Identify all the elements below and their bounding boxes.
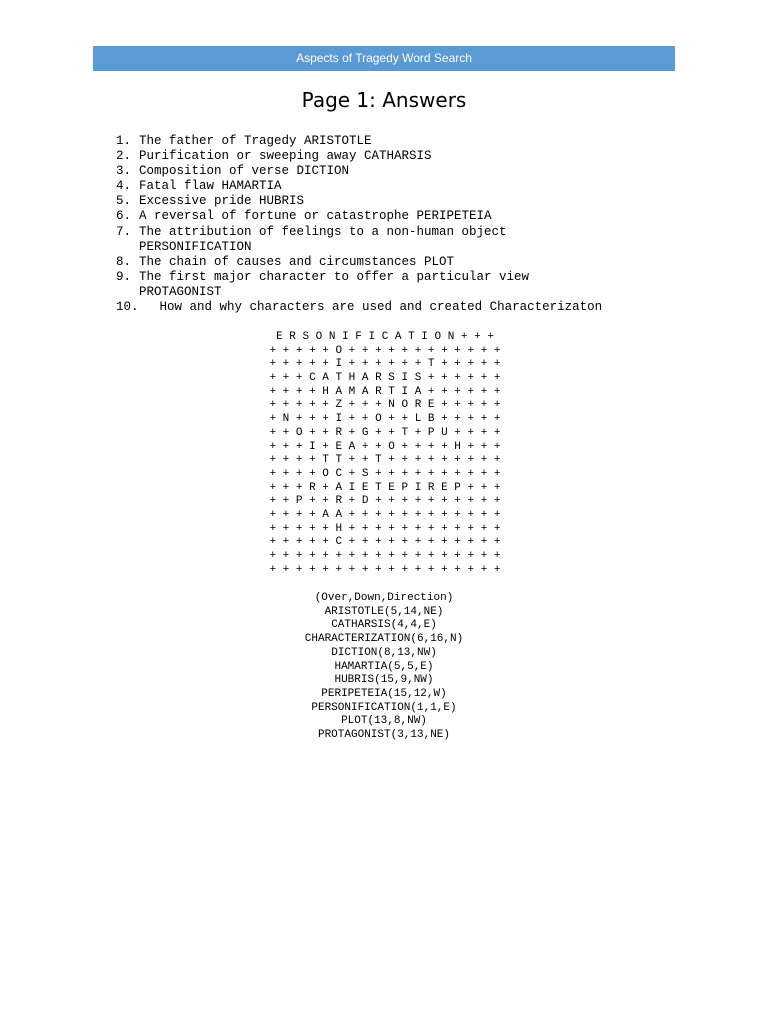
answer-key-item: PERIPETEIA(15,12,W) bbox=[321, 687, 447, 700]
question-text: The attribution of feelings to a non-human object PERSONIFICATION bbox=[139, 224, 515, 254]
question-item bbox=[116, 164, 672, 179]
grid-row: + + + + + C + + + + + + + + + + + + bbox=[269, 536, 501, 549]
answer-key-item: HUBRIS(15,9,NW) bbox=[334, 674, 434, 687]
answer-key-item: HAMARTIA(5,5,E) bbox=[334, 660, 434, 673]
question-number: 6. bbox=[116, 209, 132, 224]
question-item bbox=[116, 225, 672, 255]
grid-row: + + + + + O + + + + + + + + + + + + bbox=[269, 344, 501, 357]
grid-row: + + + + + + + + + + + + + + + + + + bbox=[269, 563, 501, 576]
question-number: 1. bbox=[116, 134, 132, 148]
answer-key bbox=[0, 592, 768, 743]
question-item bbox=[116, 149, 672, 164]
answer-key-heading: (Over,Down,Direction) bbox=[314, 592, 454, 604]
answer-key-item: DICTION(8,13,NW) bbox=[331, 646, 437, 659]
grid-row: + N + + + I + + O + + L B + + + + + bbox=[269, 413, 501, 426]
grid-row: + + + + A A + + + + + + + + + + + + bbox=[269, 508, 501, 521]
answer-key-item: CHARACTERIZATION(6,16,N) bbox=[304, 633, 464, 646]
grid-row: + + + + T T + + T + + + + + + + + + bbox=[269, 454, 501, 467]
question-number: 7. bbox=[116, 224, 132, 239]
question-text: How and why characters are used and created Characterizaton bbox=[152, 300, 603, 315]
grid-row: + + + + + H + + + + + + + + + + + + bbox=[269, 522, 501, 535]
question-number: 3. bbox=[116, 164, 132, 179]
question-number: 4. bbox=[116, 179, 132, 194]
question-item bbox=[116, 270, 672, 300]
grid-row: + + + + H A M A R T I A + + + + + + bbox=[269, 385, 501, 398]
question-item bbox=[116, 300, 672, 315]
grid-row: + + + + + I + + + + + + T + + + + + bbox=[269, 358, 501, 371]
question-list bbox=[116, 134, 672, 315]
question-text: Fatal flaw HAMARTIA bbox=[139, 179, 282, 194]
question-text: Purification or sweeping away CATHARSIS bbox=[139, 149, 432, 164]
grid-row: + + P + + R + D + + + + + + + + + + bbox=[269, 495, 501, 508]
question-number: 9. bbox=[116, 269, 132, 284]
question-text: A reversal of fortune or catastrophe PERIPETEIA bbox=[139, 209, 492, 224]
word-search-grid bbox=[248, 331, 522, 577]
grid-row: E R S O N I F I C A T I O N + + + bbox=[276, 331, 494, 343]
header-banner: Aspects of Tragedy Word Search bbox=[93, 46, 675, 71]
question-text: The first major character to offer a particular view PROTAGONIST bbox=[139, 269, 537, 299]
page-title: Page 1: Answers bbox=[301, 88, 467, 112]
question-item bbox=[116, 179, 672, 194]
grid-row: + + + + O C + S + + + + + + + + + + bbox=[269, 467, 501, 480]
answer-key-item: PROTAGONIST(3,13,NE) bbox=[317, 729, 451, 742]
question-item bbox=[116, 194, 672, 209]
question-number: 5. bbox=[116, 194, 132, 209]
question-text: Composition of verse DICTION bbox=[139, 164, 350, 179]
question-text: The father of Tragedy ARISTOTLE bbox=[139, 134, 372, 148]
question-text: The chain of causes and circumstances PLOT bbox=[139, 254, 455, 269]
answer-key-item: PLOT(13,8,NW) bbox=[341, 715, 427, 728]
answer-key-item: PERSONIFICATION(1,1,E) bbox=[311, 701, 457, 714]
question-number: 2. bbox=[116, 149, 132, 164]
question-number: 10. bbox=[116, 300, 139, 315]
grid-row: + + + I + E A + + O + + + + H + + + bbox=[269, 440, 501, 453]
question-number: 8. bbox=[116, 254, 132, 269]
grid-row: + + + + + + + + + + + + + + + + + + bbox=[269, 550, 501, 562]
grid-row: + + + + + Z + + + N O R E + + + + + bbox=[269, 399, 501, 412]
answer-key-item: CATHARSIS(4,4,E) bbox=[331, 619, 437, 632]
grid-row: + + O + + R + G + + T + P U + + + + bbox=[269, 426, 501, 439]
question-text: Excessive pride HUBRIS bbox=[139, 194, 305, 209]
grid-row: + + + R + A I E T E P I R E P + + + bbox=[269, 481, 501, 494]
grid-row: + + + C A T H A R S I S + + + + + + bbox=[269, 372, 501, 385]
question-item bbox=[116, 134, 672, 149]
answer-key-item: ARISTOTLE(5,14,NE) bbox=[324, 605, 444, 618]
question-item bbox=[116, 209, 672, 224]
question-item bbox=[116, 255, 672, 270]
